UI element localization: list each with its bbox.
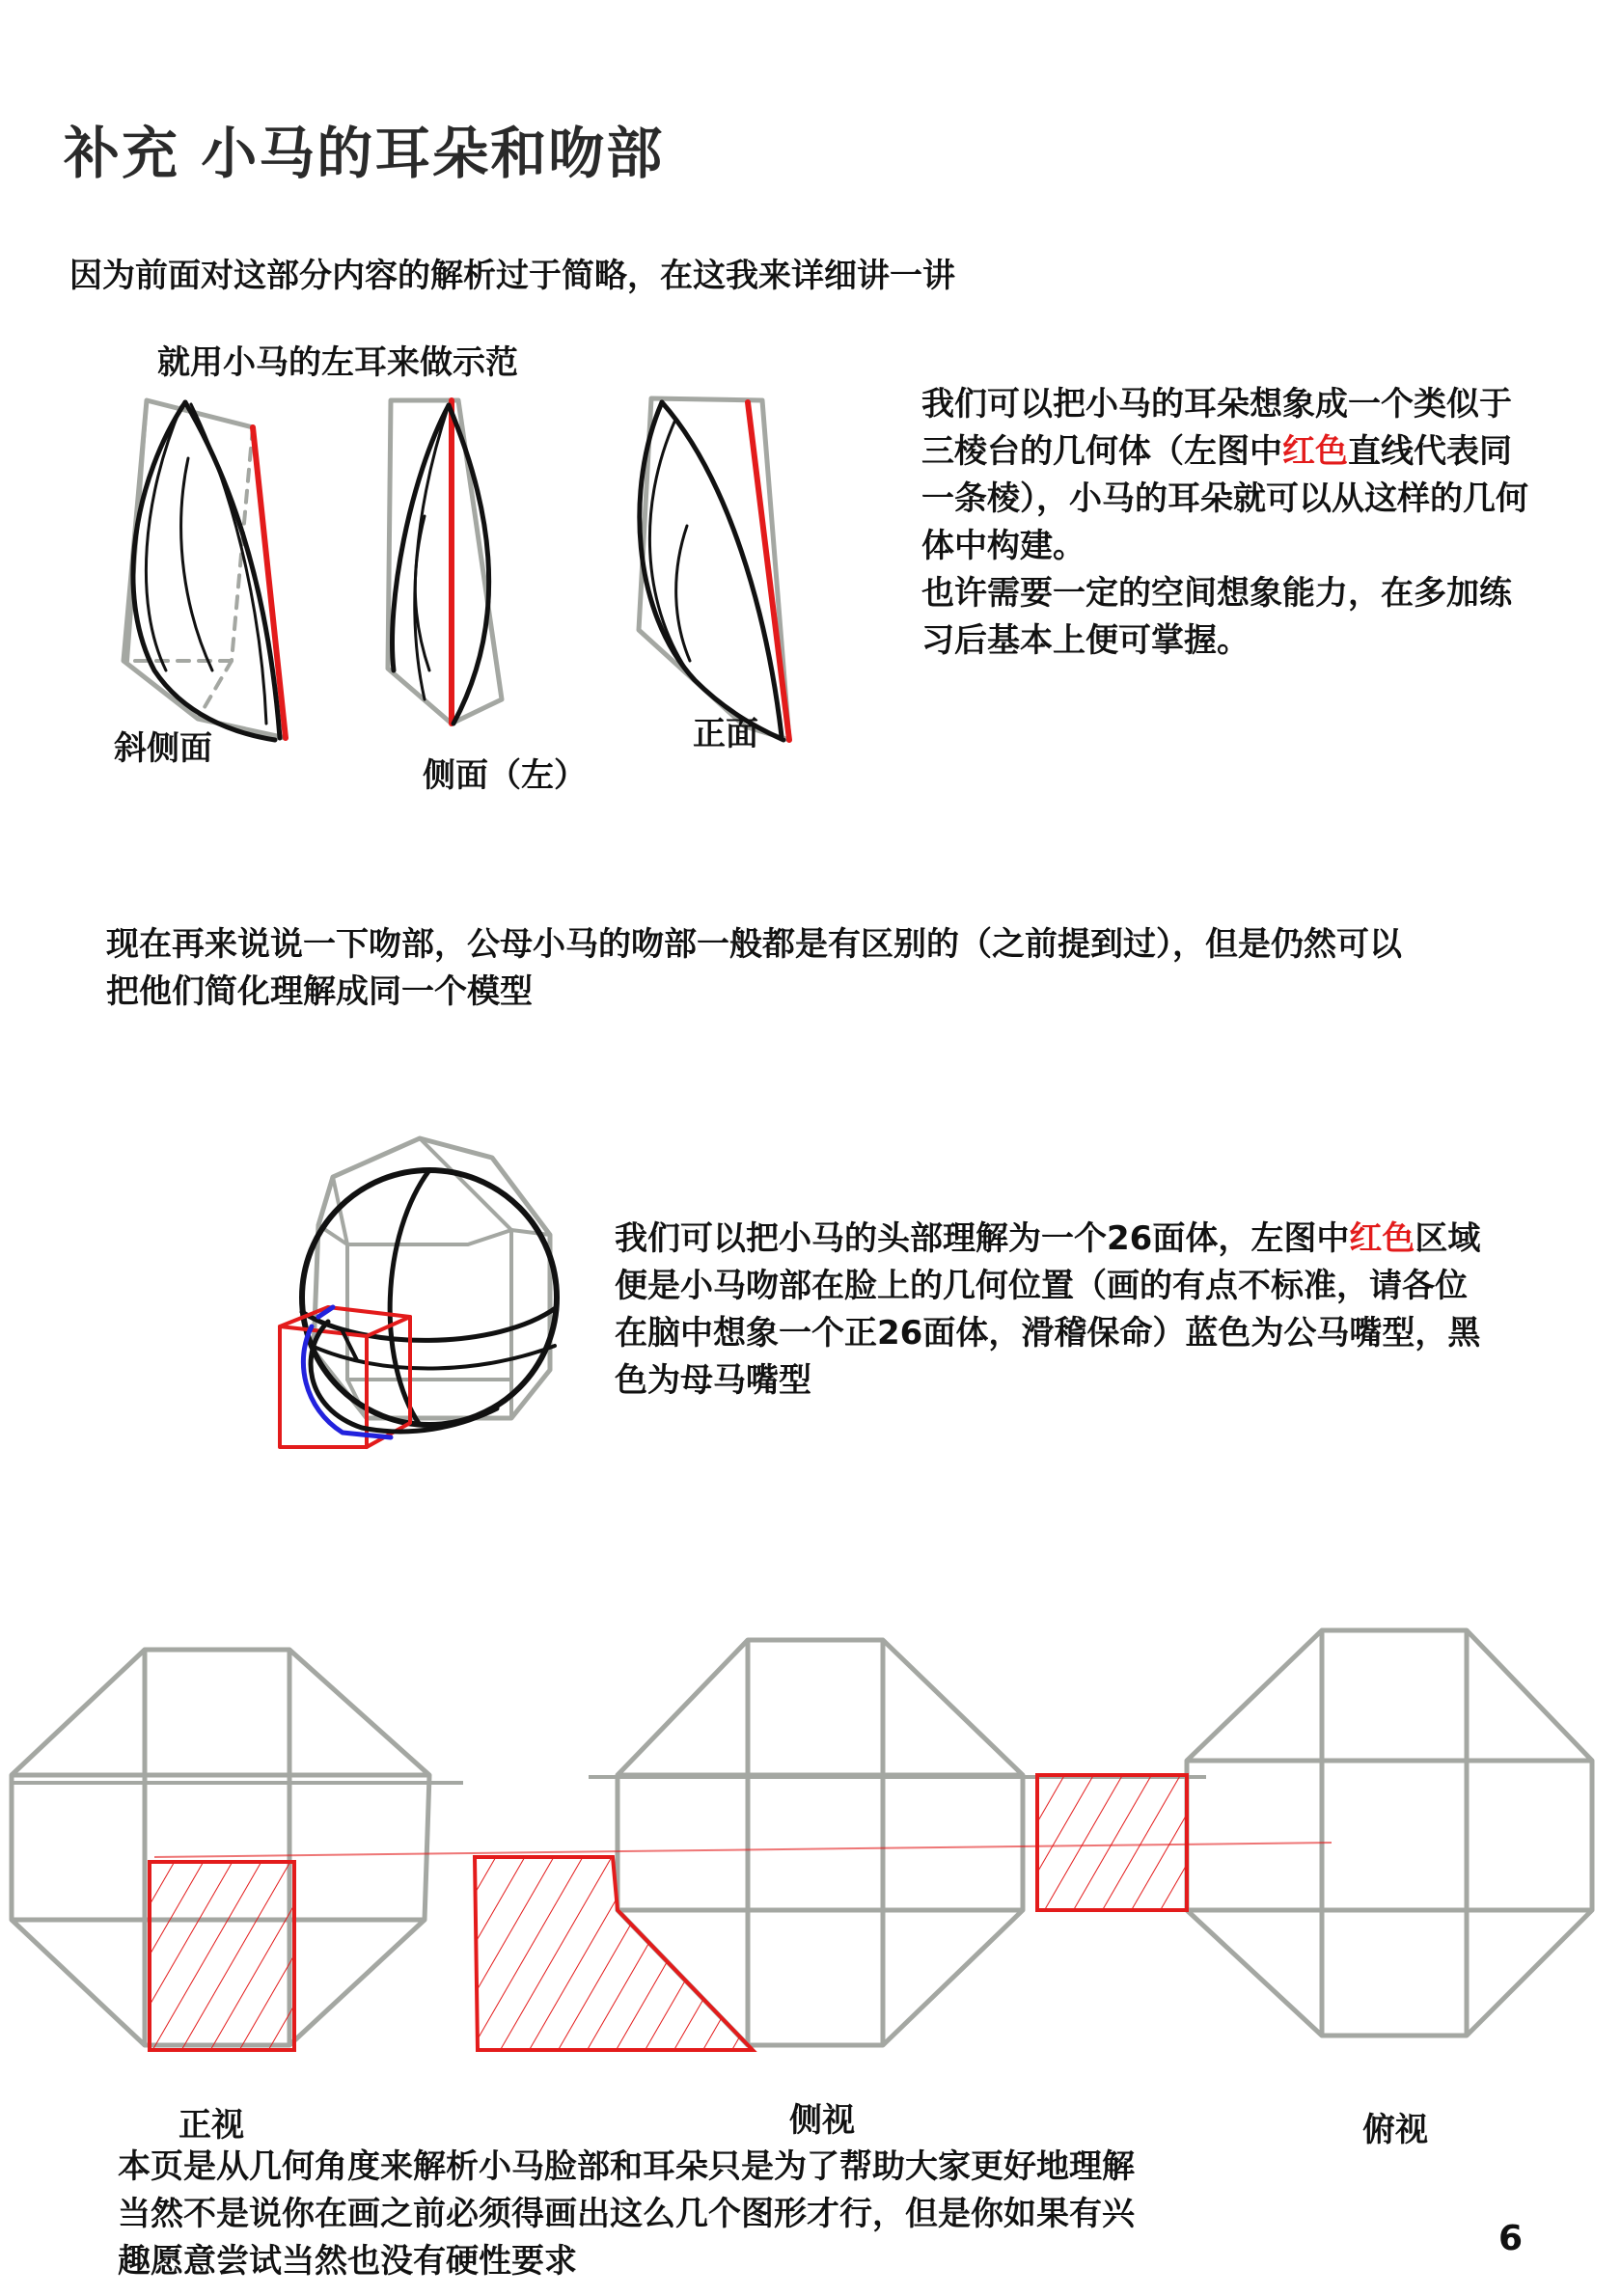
ear-view-label-side: 侧面（左） <box>423 756 587 795</box>
ear-view-label-oblique: 斜侧面 <box>114 729 212 768</box>
ear-explanation: 我们可以把小马的耳朵想象成一个类似于 三棱台的几何体（左图中红色直线代表同 一条棱），小马的耳朵就可以从这样的几何 体中构建。 也许需要一定的空间想象能力，在多加练 习后基本上便可掌握。 <box>921 385 1528 660</box>
orthographic-views-diagram <box>0 1611 1621 2055</box>
intro-text: 因为前面对这部分内容的解析过于简略，在这我来详细讲一讲 <box>69 257 955 295</box>
ear-side-figure <box>388 400 502 724</box>
top-view-label: 俯视 <box>1362 2111 1428 2149</box>
red-highlight: 红色 <box>1349 1219 1415 1258</box>
head-polyhedron-diagram <box>275 1119 564 1466</box>
ear-view-label-front: 正面 <box>693 715 758 753</box>
muzzle-intro: 现在再来说说一下吻部，公母小马的吻部一般都是有区别的（之前提到过），但是仍然可以 把他们简化理解成同一个模型 <box>106 925 1402 1011</box>
page-number: 6 <box>1498 2219 1524 2258</box>
red-highlight: 红色 <box>1282 432 1348 471</box>
muzzle-explanation: 我们可以把小马的头部理解为一个26面体，左图中红色区域 便是小马吻部在脸上的几何位置（画的有点不标准，请各位 在脑中想象一个正26面体，滑稽保命）蓝色为公马嘴型，黑 色为母马嘴型 <box>615 1219 1481 1400</box>
ear-caption: 就用小马的左耳来做示范 <box>157 343 518 382</box>
page-title: 补充 小马的耳朵和吻部 <box>64 121 665 186</box>
ear-oblique-figure <box>124 400 286 740</box>
closing-note: 本页是从几何角度来解析小马脸部和耳朵只是为了帮助大家更好地理解 当然不是说你在画之前必须得画出这么几个图形才行，但是你如果有兴 趣愿意尝试当然也没有硬性要求 <box>118 2147 1135 2281</box>
ear-front-figure <box>639 398 789 740</box>
front-view-label: 正视 <box>179 2106 244 2145</box>
side-view-label: 侧视 <box>789 2101 855 2140</box>
top-view-figure <box>1187 1630 1592 2036</box>
